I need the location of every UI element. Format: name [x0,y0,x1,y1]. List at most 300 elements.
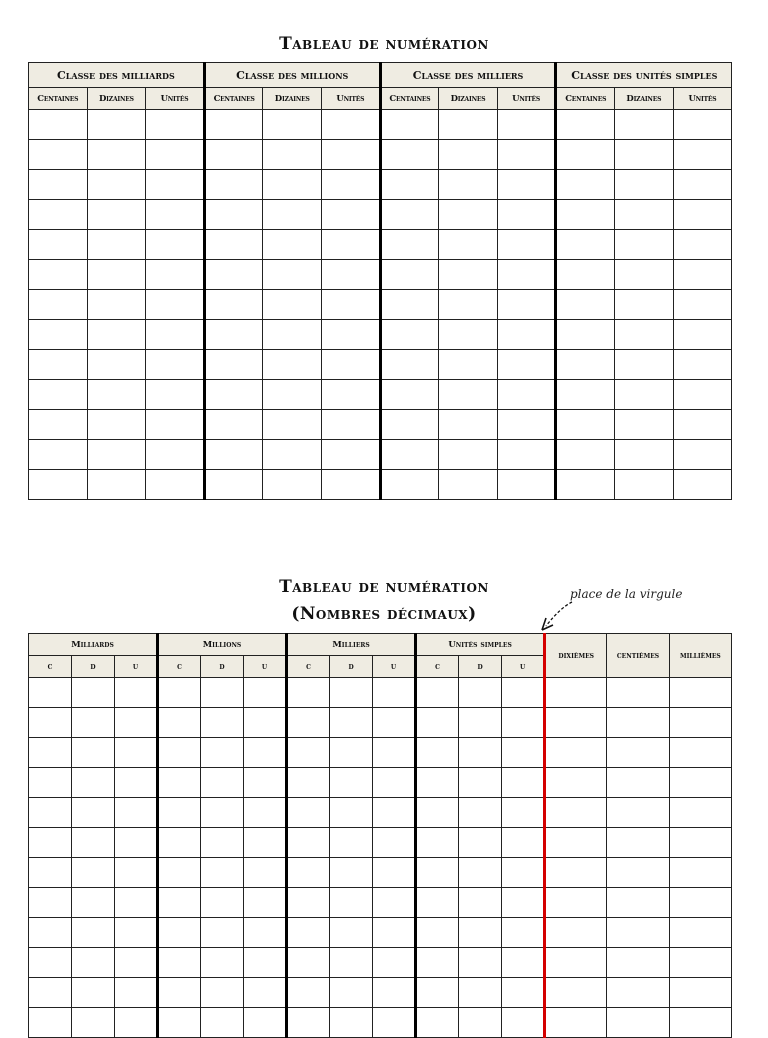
table-cell[interactable] [201,978,244,1008]
table-cell[interactable] [497,440,556,470]
table-cell[interactable] [615,290,674,320]
table-cell[interactable] [497,200,556,230]
table-cell[interactable] [556,110,615,140]
table-cell[interactable] [158,948,201,978]
table-cell[interactable] [263,260,322,290]
table-cell[interactable] [459,828,502,858]
table-cell[interactable] [673,410,732,440]
table-cell[interactable] [287,708,330,738]
table-cell[interactable] [459,768,502,798]
table-cell[interactable] [607,1008,669,1038]
table-cell[interactable] [322,410,381,440]
table-cell[interactable] [322,440,381,470]
table-cell[interactable] [158,678,201,708]
table-cell[interactable] [439,440,498,470]
table-cell[interactable] [158,738,201,768]
table-cell[interactable] [201,678,244,708]
table-cell[interactable] [29,470,88,500]
table-cell[interactable] [287,978,330,1008]
table-cell[interactable] [201,918,244,948]
table-cell[interactable] [263,170,322,200]
table-cell[interactable] [263,110,322,140]
table-cell[interactable] [669,828,731,858]
table-cell[interactable] [87,470,146,500]
table-cell[interactable] [669,888,731,918]
table-cell[interactable] [263,350,322,380]
table-cell[interactable] [87,440,146,470]
table-cell[interactable] [146,110,205,140]
table-cell[interactable] [29,978,72,1008]
table-cell[interactable] [380,440,439,470]
table-cell[interactable] [146,380,205,410]
table-cell[interactable] [673,200,732,230]
table-cell[interactable] [545,738,607,768]
table-cell[interactable] [29,678,72,708]
table-cell[interactable] [330,858,373,888]
table-cell[interactable] [607,858,669,888]
table-cell[interactable] [330,708,373,738]
table-cell[interactable] [244,918,287,948]
table-cell[interactable] [29,918,72,948]
table-cell[interactable] [204,260,263,290]
table-cell[interactable] [158,858,201,888]
table-cell[interactable] [556,470,615,500]
table-cell[interactable] [158,888,201,918]
table-cell[interactable] [673,440,732,470]
table-cell[interactable] [244,858,287,888]
table-cell[interactable] [439,230,498,260]
table-cell[interactable] [322,110,381,140]
table-cell[interactable] [556,230,615,260]
table-cell[interactable] [673,380,732,410]
table-cell[interactable] [87,110,146,140]
table-cell[interactable] [607,798,669,828]
table-cell[interactable] [502,768,545,798]
table-cell[interactable] [204,350,263,380]
table-cell[interactable] [244,828,287,858]
table-cell[interactable] [439,170,498,200]
table-cell[interactable] [72,738,115,768]
table-cell[interactable] [158,798,201,828]
table-cell[interactable] [72,918,115,948]
table-cell[interactable] [669,738,731,768]
table-cell[interactable] [459,918,502,948]
table-cell[interactable] [556,200,615,230]
table-cell[interactable] [287,918,330,948]
table-cell[interactable] [29,1008,72,1038]
table-cell[interactable] [287,768,330,798]
table-cell[interactable] [615,140,674,170]
table-cell[interactable] [72,708,115,738]
table-cell[interactable] [439,140,498,170]
table-cell[interactable] [459,858,502,888]
table-cell[interactable] [556,260,615,290]
table-cell[interactable] [146,410,205,440]
table-cell[interactable] [287,828,330,858]
table-cell[interactable] [669,858,731,888]
table-cell[interactable] [115,738,158,768]
table-cell[interactable] [673,290,732,320]
table-cell[interactable] [330,888,373,918]
table-cell[interactable] [29,170,88,200]
table-cell[interactable] [439,350,498,380]
table-cell[interactable] [146,440,205,470]
table-cell[interactable] [556,350,615,380]
table-cell[interactable] [263,440,322,470]
table-cell[interactable] [556,290,615,320]
table-cell[interactable] [244,888,287,918]
table-cell[interactable] [556,440,615,470]
table-cell[interactable] [615,110,674,140]
table-cell[interactable] [263,140,322,170]
table-cell[interactable] [158,768,201,798]
table-cell[interactable] [459,1008,502,1038]
table-cell[interactable] [459,948,502,978]
table-cell[interactable] [497,380,556,410]
table-cell[interactable] [673,320,732,350]
table-cell[interactable] [669,948,731,978]
table-cell[interactable] [497,470,556,500]
table-cell[interactable] [287,1008,330,1038]
table-cell[interactable] [330,798,373,828]
table-cell[interactable] [330,1008,373,1038]
table-cell[interactable] [615,170,674,200]
table-cell[interactable] [204,170,263,200]
table-cell[interactable] [502,738,545,768]
table-cell[interactable] [416,798,459,828]
table-cell[interactable] [502,828,545,858]
table-cell[interactable] [545,768,607,798]
table-cell[interactable] [29,738,72,768]
table-cell[interactable] [115,918,158,948]
table-cell[interactable] [380,320,439,350]
table-cell[interactable] [244,948,287,978]
table-cell[interactable] [72,888,115,918]
table-cell[interactable] [373,708,416,738]
table-cell[interactable] [669,798,731,828]
table-cell[interactable] [556,170,615,200]
table-cell[interactable] [263,200,322,230]
table-cell[interactable] [373,978,416,1008]
table-cell[interactable] [115,858,158,888]
table-cell[interactable] [615,260,674,290]
table-cell[interactable] [87,290,146,320]
table-cell[interactable] [380,290,439,320]
table-cell[interactable] [29,290,88,320]
table-cell[interactable] [263,290,322,320]
table-cell[interactable] [115,798,158,828]
table-cell[interactable] [502,858,545,888]
table-cell[interactable] [287,888,330,918]
table-cell[interactable] [72,768,115,798]
table-cell[interactable] [459,978,502,1008]
table-cell[interactable] [146,470,205,500]
table-cell[interactable] [263,230,322,260]
table-cell[interactable] [416,678,459,708]
table-cell[interactable] [330,948,373,978]
table-cell[interactable] [29,798,72,828]
table-cell[interactable] [380,170,439,200]
table-cell[interactable] [87,140,146,170]
table-cell[interactable] [615,380,674,410]
table-cell[interactable] [615,350,674,380]
table-cell[interactable] [201,858,244,888]
table-cell[interactable] [146,200,205,230]
table-cell[interactable] [244,708,287,738]
table-cell[interactable] [669,768,731,798]
table-cell[interactable] [87,200,146,230]
table-cell[interactable] [673,350,732,380]
table-cell[interactable] [459,678,502,708]
table-cell[interactable] [673,260,732,290]
table-cell[interactable] [29,110,88,140]
table-cell[interactable] [502,888,545,918]
table-cell[interactable] [439,410,498,440]
table-cell[interactable] [330,768,373,798]
table-cell[interactable] [497,290,556,320]
table-cell[interactable] [607,948,669,978]
table-cell[interactable] [607,708,669,738]
table-cell[interactable] [669,1008,731,1038]
table-cell[interactable] [416,948,459,978]
table-cell[interactable] [439,470,498,500]
table-cell[interactable] [204,410,263,440]
table-cell[interactable] [545,828,607,858]
table-cell[interactable] [380,230,439,260]
table-cell[interactable] [497,230,556,260]
table-cell[interactable] [380,200,439,230]
table-cell[interactable] [146,350,205,380]
table-cell[interactable] [146,290,205,320]
table-cell[interactable] [29,948,72,978]
table-cell[interactable] [545,888,607,918]
table-cell[interactable] [373,948,416,978]
table-cell[interactable] [615,440,674,470]
table-cell[interactable] [545,918,607,948]
table-cell[interactable] [146,140,205,170]
table-cell[interactable] [87,260,146,290]
table-cell[interactable] [545,948,607,978]
table-cell[interactable] [244,798,287,828]
table-cell[interactable] [146,320,205,350]
table-cell[interactable] [669,918,731,948]
table-cell[interactable] [115,768,158,798]
table-cell[interactable] [669,678,731,708]
table-cell[interactable] [201,738,244,768]
table-cell[interactable] [330,678,373,708]
table-cell[interactable] [244,1008,287,1038]
table-cell[interactable] [416,768,459,798]
table-cell[interactable] [29,380,88,410]
table-cell[interactable] [287,798,330,828]
table-cell[interactable] [373,798,416,828]
table-cell[interactable] [416,828,459,858]
table-cell[interactable] [545,978,607,1008]
table-cell[interactable] [607,738,669,768]
table-cell[interactable] [201,1008,244,1038]
table-cell[interactable] [201,798,244,828]
table-cell[interactable] [502,948,545,978]
table-cell[interactable] [607,678,669,708]
table-cell[interactable] [607,978,669,1008]
table-cell[interactable] [607,828,669,858]
table-cell[interactable] [545,858,607,888]
table-cell[interactable] [607,768,669,798]
table-cell[interactable] [263,380,322,410]
table-cell[interactable] [380,260,439,290]
table-cell[interactable] [263,320,322,350]
table-cell[interactable] [380,350,439,380]
table-cell[interactable] [502,798,545,828]
table-cell[interactable] [497,320,556,350]
table-cell[interactable] [416,918,459,948]
table-cell[interactable] [615,320,674,350]
table-cell[interactable] [439,110,498,140]
table-cell[interactable] [204,380,263,410]
table-cell[interactable] [322,320,381,350]
table-cell[interactable] [439,290,498,320]
table-cell[interactable] [459,738,502,768]
table-cell[interactable] [459,888,502,918]
table-cell[interactable] [497,260,556,290]
table-cell[interactable] [158,978,201,1008]
table-cell[interactable] [87,410,146,440]
table-cell[interactable] [87,170,146,200]
table-cell[interactable] [502,678,545,708]
table-cell[interactable] [115,978,158,1008]
table-cell[interactable] [669,708,731,738]
table-cell[interactable] [673,110,732,140]
table-cell[interactable] [158,918,201,948]
table-cell[interactable] [322,140,381,170]
table-cell[interactable] [115,678,158,708]
table-cell[interactable] [287,678,330,708]
table-cell[interactable] [72,798,115,828]
table-cell[interactable] [204,320,263,350]
table-cell[interactable] [287,858,330,888]
table-cell[interactable] [556,380,615,410]
table-cell[interactable] [204,440,263,470]
table-cell[interactable] [204,110,263,140]
table-cell[interactable] [244,678,287,708]
table-cell[interactable] [416,888,459,918]
table-cell[interactable] [416,978,459,1008]
table-cell[interactable] [115,888,158,918]
table-cell[interactable] [502,1008,545,1038]
table-cell[interactable] [439,200,498,230]
table-cell[interactable] [158,1008,201,1038]
table-cell[interactable] [330,978,373,1008]
table-cell[interactable] [497,140,556,170]
table-cell[interactable] [416,1008,459,1038]
table-cell[interactable] [416,708,459,738]
table-cell[interactable] [204,470,263,500]
table-cell[interactable] [373,858,416,888]
table-cell[interactable] [556,410,615,440]
table-cell[interactable] [87,230,146,260]
table-cell[interactable] [87,380,146,410]
table-cell[interactable] [502,918,545,948]
table-cell[interactable] [673,230,732,260]
table-cell[interactable] [244,738,287,768]
table-cell[interactable] [545,708,607,738]
table-cell[interactable] [29,350,88,380]
table-cell[interactable] [87,350,146,380]
table-cell[interactable] [322,470,381,500]
table-cell[interactable] [322,170,381,200]
table-cell[interactable] [204,200,263,230]
table-cell[interactable] [373,768,416,798]
table-cell[interactable] [29,440,88,470]
table-cell[interactable] [373,918,416,948]
table-cell[interactable] [459,798,502,828]
table-cell[interactable] [669,978,731,1008]
table-cell[interactable] [72,828,115,858]
table-cell[interactable] [322,290,381,320]
table-cell[interactable] [373,738,416,768]
table-cell[interactable] [29,200,88,230]
table-cell[interactable] [287,738,330,768]
table-cell[interactable] [673,140,732,170]
table-cell[interactable] [380,140,439,170]
table-cell[interactable] [673,170,732,200]
table-cell[interactable] [380,110,439,140]
table-cell[interactable] [545,1008,607,1038]
table-cell[interactable] [545,798,607,828]
table-cell[interactable] [607,888,669,918]
table-cell[interactable] [158,708,201,738]
table-cell[interactable] [439,380,498,410]
table-cell[interactable] [29,140,88,170]
table-cell[interactable] [201,888,244,918]
table-cell[interactable] [607,918,669,948]
table-cell[interactable] [72,1008,115,1038]
table-cell[interactable] [330,918,373,948]
table-cell[interactable] [146,170,205,200]
table-cell[interactable] [204,140,263,170]
table-cell[interactable] [615,230,674,260]
table-cell[interactable] [373,888,416,918]
table-cell[interactable] [330,828,373,858]
table-cell[interactable] [201,948,244,978]
table-cell[interactable] [322,200,381,230]
table-cell[interactable] [673,470,732,500]
table-cell[interactable] [146,260,205,290]
table-cell[interactable] [29,888,72,918]
table-cell[interactable] [263,410,322,440]
table-cell[interactable] [330,738,373,768]
table-cell[interactable] [29,230,88,260]
table-cell[interactable] [115,828,158,858]
table-cell[interactable] [416,858,459,888]
table-cell[interactable] [158,828,201,858]
table-cell[interactable] [373,828,416,858]
table-cell[interactable] [380,410,439,440]
table-cell[interactable] [373,678,416,708]
table-cell[interactable] [29,410,88,440]
table-cell[interactable] [72,678,115,708]
table-cell[interactable] [545,678,607,708]
table-cell[interactable] [115,948,158,978]
table-cell[interactable] [72,948,115,978]
table-cell[interactable] [502,978,545,1008]
table-cell[interactable] [497,170,556,200]
table-cell[interactable] [502,708,545,738]
table-cell[interactable] [115,1008,158,1038]
table-cell[interactable] [29,858,72,888]
table-cell[interactable] [380,470,439,500]
table-cell[interactable] [29,828,72,858]
